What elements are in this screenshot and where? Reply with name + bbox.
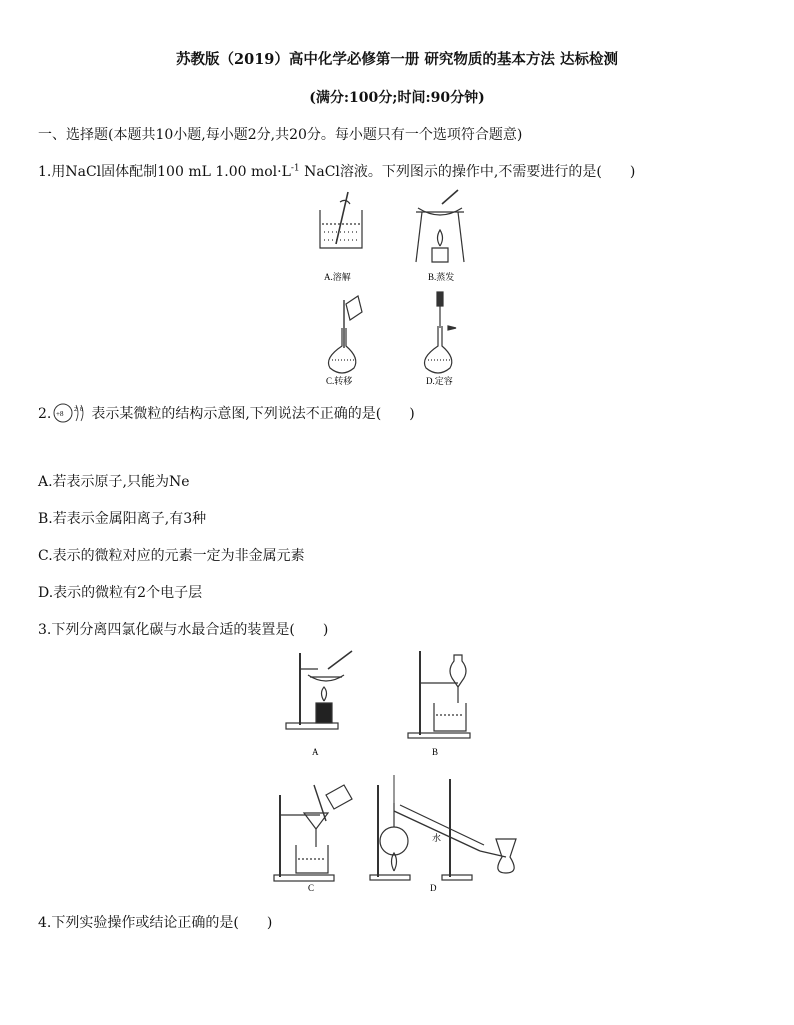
- q3-water-label: 水: [432, 833, 442, 843]
- question-2-option-b: B.若表示金属阳离子,有3种: [38, 511, 207, 527]
- question-1-stem: [38, 161, 635, 181]
- q1-caption-a: A.溶解: [324, 272, 351, 282]
- q1-dissolve-diagram: [320, 192, 362, 248]
- question-1-superscript: -1: [290, 163, 300, 174]
- shell-1-electrons: 2: [74, 407, 78, 413]
- q1-evaporate-diagram: [416, 190, 464, 262]
- q3-apparatus-d: [370, 775, 516, 880]
- shell-2-electrons: 8: [80, 407, 84, 413]
- question-4-stem: 4.下列实验操作或结论正确的是( ): [38, 915, 273, 931]
- q3-caption-b: B: [432, 747, 439, 757]
- nucleus-charge: +8: [56, 410, 64, 418]
- question-2-option-c: C.表示的微粒对应的元素一定为非金属元素: [38, 548, 305, 564]
- q3-caption-c: C: [308, 883, 315, 893]
- score-time-info: (满分:100分;时间:90分钟): [309, 90, 485, 106]
- page-title: 苏教版（2019）高中化学必修第一册 研究物质的基本方法 达标检测: [176, 51, 618, 68]
- q3-apparatus-b: [408, 651, 470, 738]
- q1-figure: [300, 188, 500, 388]
- question-1-stem-prefix: 1.用NaCl固体配制100 mL 1.00 mol·L: [38, 164, 291, 180]
- q3-caption-d: D: [430, 883, 437, 893]
- question-2-option-a: A.若表示原子,只能为Ne: [38, 474, 190, 490]
- q1-transfer-diagram: [329, 296, 363, 373]
- q1-dilute-diagram: [425, 292, 457, 373]
- question-2-option-d: D.表示的微粒有2个电子层: [38, 585, 203, 601]
- question-3-stem: 3.下列分离四氯化碳与水最合适的装置是( ): [38, 622, 329, 638]
- q3-figure: [270, 645, 540, 905]
- q1-caption-c: C.转移: [326, 376, 353, 386]
- section-heading: 一、选择题(本题共10小题,每小题2分,共20分。每小题只有一个选项符合题意): [38, 127, 523, 143]
- question-2-stem: [38, 402, 415, 424]
- question-1-stem-suffix: NaCl溶液。下列图示的操作中,不需要进行的是( ): [299, 164, 636, 180]
- q1-caption-b: B.蒸发: [428, 272, 455, 282]
- question-2-text: 表示某微粒的结构示意图,下列说法不正确的是( ): [91, 406, 415, 422]
- q3-apparatus-c: [274, 785, 352, 881]
- question-2-number: 2.: [38, 406, 52, 422]
- q3-caption-a: A: [312, 747, 319, 757]
- q3-apparatus-a: [286, 651, 352, 729]
- q1-caption-d: D.定容: [426, 376, 453, 386]
- atom-structure-diagram: [51, 402, 91, 424]
